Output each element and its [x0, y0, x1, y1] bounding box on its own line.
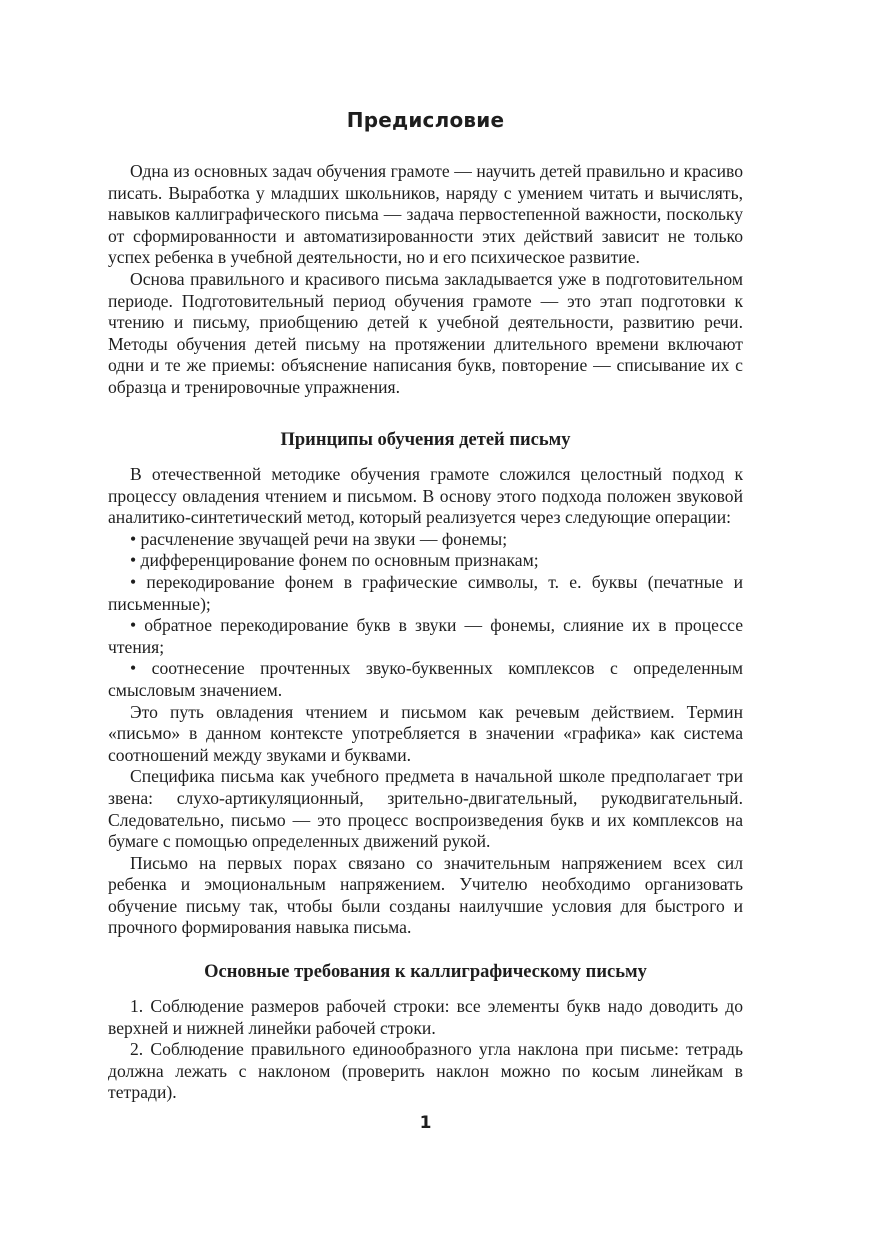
principles-paragraph-3: Письмо на первых порах связано со значительным напряжением всех сил ребенка и эмоциональным напряжением. Учителю необходимо организовать обучение письму так, чтобы были созданы наилучшие условия для быстрого и прочного формирования навыка письма.: [108, 852, 743, 938]
section-principles: [108, 429, 743, 451]
principles-paragraph-1: Это путь овладения чтением и письмом как речевым действием. Термин «письмо» в данном контексте употребляется в значении «графика» как система соотношений между звуками и буквами.: [108, 701, 743, 765]
intro-paragraph-2: Основа правильного и красивого письма закладывается уже в подготовительном периоде. Подготовительный период обучения грамоте — это этап подготовки к чтению и письму, приобщению детей к учебной деятельности, развитию речи. Методы обучения детей письму на протяжении длительного времени включают одни и те же приемы: объяснение написания букв, повторение — списывание их с образца и тренировочные упражнения.: [108, 268, 743, 397]
bullet-item: • расчленение звучащей речи на звуки — фонемы;: [130, 528, 508, 549]
page-number: 1: [419, 1113, 432, 1133]
bullet-item: • дифференцирование фонем по основным признакам;: [130, 550, 539, 571]
intro-section: [108, 161, 743, 399]
section-requirements: [108, 961, 743, 983]
requirement-item: 1. Соблюдение размеров рабочей строки: все элементы букв надо доводить до верхней и нижней линейки рабочей строки.: [108, 996, 743, 1038]
bullet-item: • перекодирование фонем в графические символы, т. е. буквы (печатные и письменные);: [108, 571, 743, 614]
principles-paragraph-2: Специфика письма как учебного предмета в начальной школе предполагает три звена: слухо-артикуляционный, зрительно-двигательный, рукодвигательный. Следовательно, письмо — это процесс воспроизведения букв и их комплексов на бумаге с помощью определенных движений рукой.: [108, 766, 743, 852]
section-requirements-body: [108, 996, 743, 1104]
page-title: Предисловие: [346, 108, 505, 132]
principles-intro-paragraph: В отечественной методике обучения грамоте сложился целостный подход к процессу овладения чтением и письмом. В основу этого подхода положен звуковой аналитико-синтетический метод, который реализуется через следующие операции:: [108, 464, 743, 528]
bullet-item: • соотнесение прочтенных звуко-буквенных комплексов с определенным смысловым значением.: [108, 658, 743, 700]
section-principles-body: [108, 464, 743, 939]
section-heading-requirements: Основные требования к каллиграфическому письму: [204, 962, 647, 982]
section-heading-principles: Принципы обучения детей письму: [280, 430, 571, 450]
intro-paragraph-1: Одна из основных задач обучения грамоте — научить детей правильно и красиво писать. Выработка у младших школьников, наряду с умением читать и вычислять, навыков каллиграфического письма — задача первостепенной важности, поскольку от сформированности и автоматизированности этих действий зависит не только успех ребенка в учебной деятельности, но и его психическое развитие.: [108, 161, 743, 268]
bullet-item: • обратное перекодирование букв в звуки — фонемы, слияние их в процессе чтения;: [108, 615, 743, 657]
requirement-item: 2. Соблюдение правильного единообразного угла наклона при письме: тетрадь должна лежать с наклоном (проверить наклон можно по косым линейкам в тетради).: [108, 1039, 743, 1103]
